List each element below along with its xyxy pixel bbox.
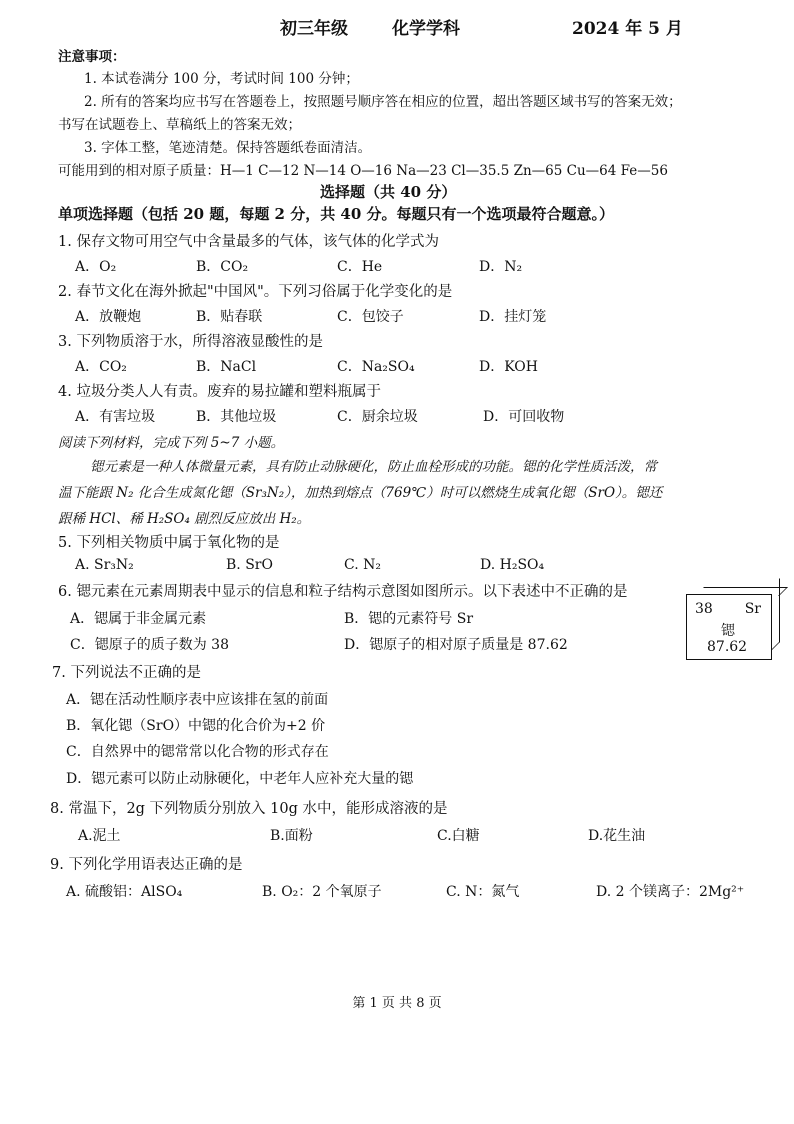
q5-option-c: C. N₂	[344, 557, 381, 573]
q9-option-d: D. 2 个镁离子：2Mg²⁺	[596, 884, 745, 900]
q2-option-d: D．挂灯笼	[479, 309, 547, 325]
note-item-3: 3. 字体工整，笔迹清楚。保持答题纸卷面清洁。	[84, 140, 372, 156]
q7-option-a: A．锶在活动性顺序表中应该排在氢的前面	[66, 692, 329, 708]
section-title: 选择题（共 40 分）	[320, 183, 457, 201]
header-grade: 初三年级	[280, 19, 348, 39]
q2-option-c: C．包饺子	[337, 309, 404, 325]
element-name: 锶	[721, 623, 735, 639]
q4-option-c: C．厨余垃圾	[337, 409, 418, 425]
q2-option-a: A．放鞭炮	[75, 309, 142, 325]
q8-option-c: C.白糖	[437, 828, 480, 844]
q6-option-c: C．锶原子的质子数为 38	[70, 637, 229, 653]
q1-option-b: B．CO₂	[196, 259, 249, 275]
q9-option-a: A. 硫酸铝：AlSO₄	[66, 884, 183, 900]
reading-intro: 阅读下列材料，完成下列 5~7 小题。	[58, 435, 285, 451]
note-item-2: 2. 所有的答案均应书写在答题卷上，按照题号顺序答在相应的位置，超出答题区域书写的答案无效；	[84, 94, 682, 110]
element-mass: 87.62	[707, 639, 748, 655]
q8-option-a: A.泥土	[78, 828, 121, 844]
q1-option-c: C．He	[337, 259, 383, 275]
q8-stem: 8. 常温下，2g 下列物质分别放入 10g 水中，能形成溶液的是	[50, 801, 448, 817]
notes-title: 注意事项：	[58, 49, 126, 65]
q9-option-b: B. O₂：2 个氧原子	[262, 884, 382, 900]
reading-line-2: 温下能跟 N₂ 化合生成氮化锶（Sr₃N₂），加热到熔点（769℃）时可以燃烧生成氧化锶（SrO）。锶还	[58, 485, 663, 501]
q1-option-d: D．N₂	[479, 259, 523, 275]
q2-stem: 2. 春节文化在海外掀起"中国风"。下列习俗属于化学变化的是	[58, 284, 453, 300]
q8-option-b: B.面粉	[270, 828, 313, 844]
q2-option-b: B．贴春联	[196, 309, 263, 325]
page-number: 第 1 页 共 8 页	[352, 996, 442, 1011]
q7-option-d: D．锶元素可以防止动脉硬化，中老年人应补充大量的锶	[66, 771, 414, 787]
header-subject: 化学学科	[392, 19, 460, 39]
element-symbol: Sr	[744, 601, 761, 617]
q3-option-a: A．CO₂	[75, 359, 127, 375]
q6-option-d: D．锶原子的相对原子质量是 87.62	[344, 637, 568, 653]
q1-option-a: A．O₂	[75, 259, 117, 275]
reading-line-3: 跟稀 HCl、稀 H₂SO₄ 剧烈反应放出 H₂。	[58, 511, 311, 527]
q7-option-c: C．自然界中的锶常常以化合物的形式存在	[66, 744, 329, 760]
q5-option-b: B. SrO	[226, 557, 273, 573]
q4-option-d: D．可回收物	[483, 409, 565, 425]
q7-stem: 7. 下列说法不正确的是	[52, 665, 201, 681]
reading-line-1: 锶元素是一种人体微量元素，具有防止动脉硬化，防止血栓形成的功能。锶的化学性质活泼，常	[90, 459, 657, 475]
header-year: 2024 年 5 月	[572, 19, 683, 39]
q1-stem: 1. 保存文物可用空气中含量最多的气体，该气体的化学式为	[58, 234, 439, 250]
q8-option-d: D.花生油	[588, 828, 646, 844]
q5-stem: 5. 下列相关物质中属于氧化物的是	[58, 535, 280, 551]
q3-option-c: C．Na₂SO₄	[337, 359, 415, 375]
q5-option-d: D. H₂SO₄	[480, 557, 545, 573]
q4-option-a: A．有害垃圾	[75, 409, 156, 425]
q3-stem: 3. 下列物质溶于水，所得溶液显酸性的是	[58, 334, 323, 350]
section-instruction: 单项选择题（包括 20 题，每题 2 分，共 40 分。每题只有一个选项最符合题意。）	[58, 205, 615, 223]
q3-option-d: D．KOH	[479, 359, 538, 375]
q3-option-b: B．NaCl	[196, 359, 257, 375]
q4-option-b: B．其他垃圾	[196, 409, 277, 425]
q9-stem: 9. 下列化学用语表达正确的是	[50, 857, 243, 873]
q7-option-b: B．氧化锶（SrO）中锶的化合价为+2 价	[66, 718, 326, 734]
q6-stem: 6. 锶元素在元素周期表中显示的信息和粒子结构示意图如图所示。以下表述中不正确的是	[58, 584, 628, 600]
atomic-masses: 可能用到的相对原子质量：H—1 C—12 N—14 O—16 Na—23 Cl—35.5 Zn—65 Cu—64 Fe—56	[58, 163, 668, 179]
q4-stem: 4. 垃圾分类人人有责。废弃的易拉罐和塑料瓶属于	[58, 384, 381, 400]
q6-option-b: B．锶的元素符号 Sr	[344, 611, 474, 627]
q6-option-a: A．锶属于非金属元素	[70, 611, 207, 627]
note-item-2-cont: 书写在试题卷上、草稿纸上的答案无效；	[58, 117, 301, 133]
q5-option-a: A. Sr₃N₂	[75, 557, 134, 573]
element-number: 38	[695, 601, 713, 617]
strontium-element-card	[686, 594, 772, 660]
note-item-1: 1. 本试卷满分 100 分，考试时间 100 分钟；	[84, 71, 359, 87]
q9-option-c: C. N：氮气	[446, 884, 520, 900]
